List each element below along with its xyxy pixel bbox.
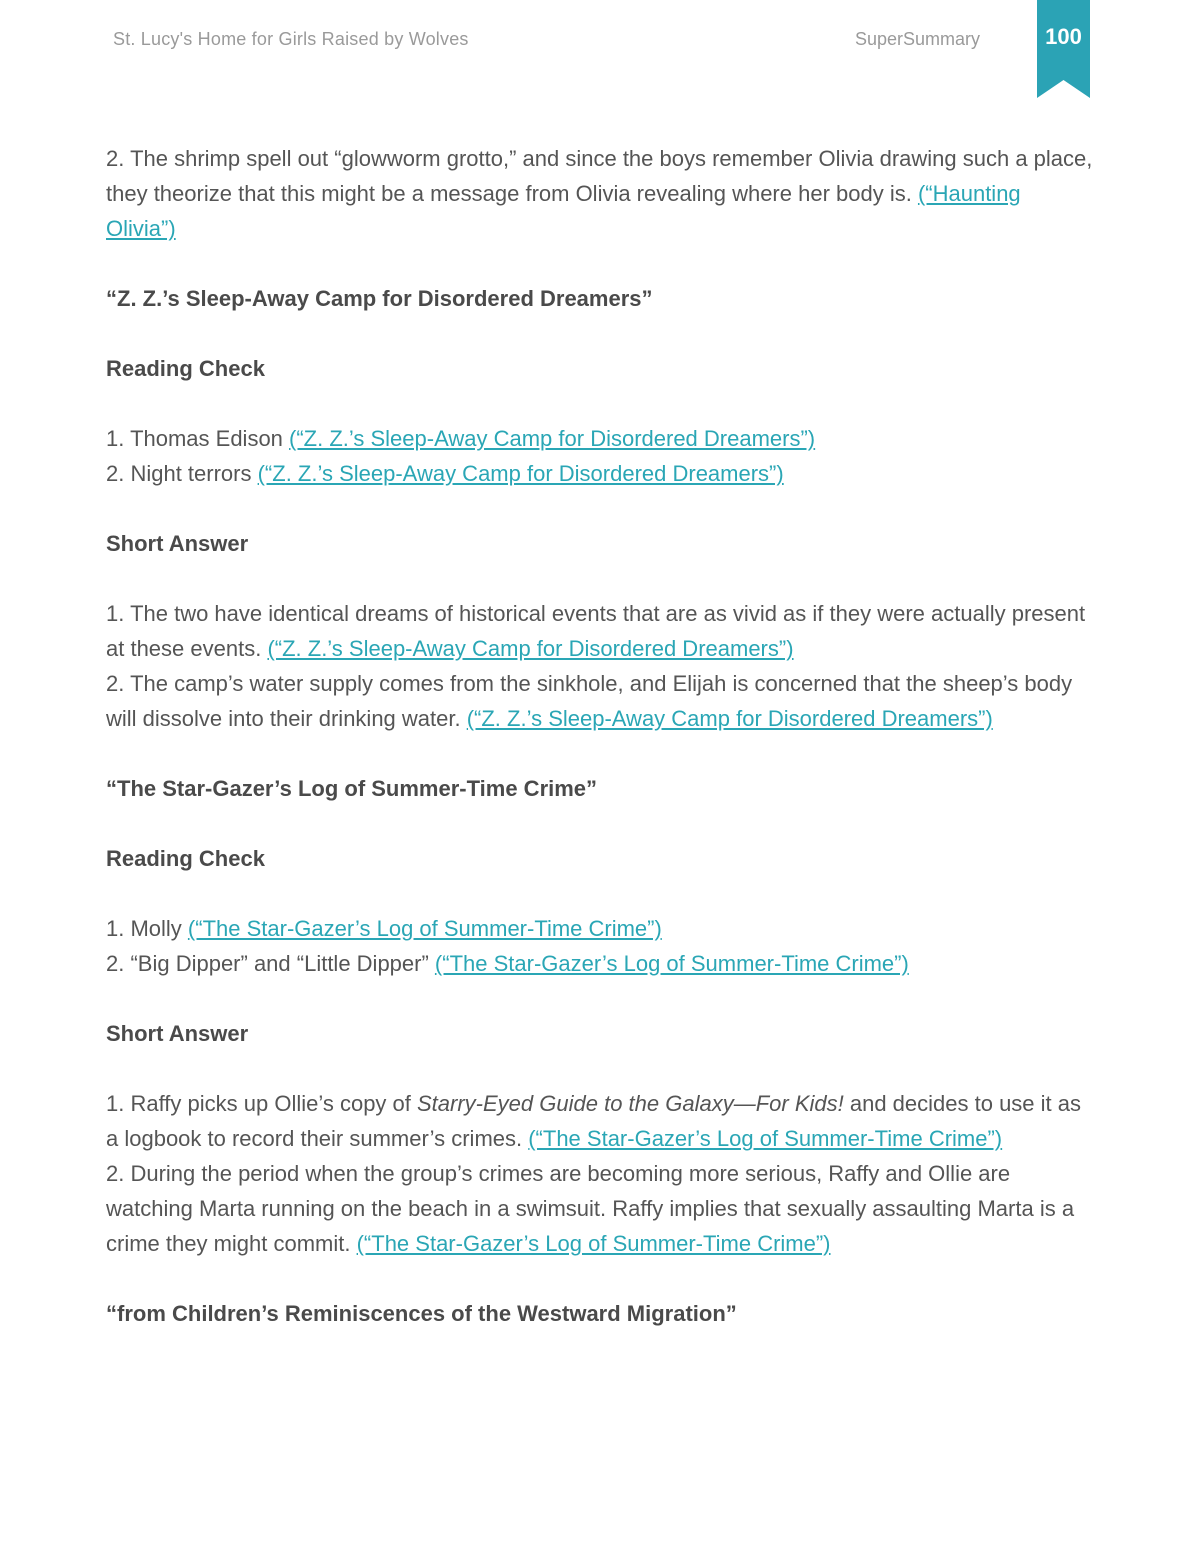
reading-check-heading: Reading Check — [106, 356, 265, 381]
answer-item: 1. The two have identical dreams of historical events that are as vivid as if they were actually present at these events. (“Z. Z.’s Sleep-Away Camp for Disordered Dreamers”) — [106, 601, 1086, 661]
short-answer-heading: Short Answer — [106, 531, 249, 556]
book-title: St. Lucy's Home for Girls Raised by Wolves — [113, 29, 469, 49]
chapter-link[interactable]: (“The Star-Gazer’s Log of Summer-Time Crime”) — [528, 1126, 1003, 1151]
page-header — [0, 0, 1200, 100]
answer-item: 2. Night terrors (“Z. Z.’s Sleep-Away Camp for Disordered Dreamers”) — [106, 461, 784, 486]
reading-check-heading: Reading Check — [106, 846, 265, 871]
chapter-link[interactable]: (“Z. Z.’s Sleep-Away Camp for Disordered Dreamers”) — [267, 636, 794, 661]
chapter-link[interactable]: (“The Star-Gazer’s Log of Summer-Time Crime”) — [356, 1231, 831, 1256]
answer-item: 1. Molly (“The Star-Gazer’s Log of Summer-Time Crime”) — [106, 916, 662, 941]
answer-item: 2. The shrimp spell out “glowworm grotto,” and since the boys remember Olivia drawing such a place, they theorize that this might be a message from Olivia revealing where her body is. (“Haunting Olivia”) — [106, 146, 1093, 241]
answer-item: 1. Raffy picks up Ollie’s copy of Starry-Eyed Guide to the Galaxy—For Kids! and decides to use it as a logbook to record their summer’s crimes. (“The Star-Gazer’s Log of Summer-Time Crime”) — [106, 1091, 1081, 1151]
section-title: “from Children’s Reminiscences of the Westward Migration” — [106, 1301, 737, 1326]
answer-item: 2. The camp’s water supply comes from the sinkhole, and Elijah is concerned that the sheep’s body will dissolve into their drinking water. (“Z. Z.’s Sleep-Away Camp for Disordered Dreamers”) — [106, 671, 1073, 731]
chapter-link[interactable]: (“Z. Z.’s Sleep-Away Camp for Disordered Dreamers”) — [466, 706, 993, 731]
chapter-link[interactable]: (“Haunting Olivia”) — [106, 181, 1021, 241]
chapter-link[interactable]: (“The Star-Gazer’s Log of Summer-Time Crime”) — [434, 951, 909, 976]
chapter-link[interactable]: (“Z. Z.’s Sleep-Away Camp for Disordered Dreamers”) — [289, 426, 816, 451]
section-title: “The Star-Gazer’s Log of Summer-Time Crime” — [106, 776, 598, 801]
short-answer-heading: Short Answer — [106, 1021, 249, 1046]
answer-item: 2. “Big Dipper” and “Little Dipper” (“The Star-Gazer’s Log of Summer-Time Crime”) — [106, 951, 909, 976]
answer-item: 2. During the period when the group’s crimes are becoming more serious, Raffy and Ollie are watching Marta running on the beach in a swimsuit. Raffy implies that sexually assaulting Marta is a crime they might commit. (“The Star-Gazer’s Log of Summer-Time Crime”) — [106, 1161, 1075, 1256]
book-title-italic: Starry-Eyed Guide to the Galaxy—For Kids! — [417, 1091, 844, 1116]
answer-item: 1. Thomas Edison (“Z. Z.’s Sleep-Away Camp for Disordered Dreamers”) — [106, 426, 816, 451]
chapter-link[interactable]: (“The Star-Gazer’s Log of Summer-Time Crime”) — [187, 916, 662, 941]
page-number-tab — [1037, 0, 1090, 98]
chapter-link[interactable]: (“Z. Z.’s Sleep-Away Camp for Disordered Dreamers”) — [257, 461, 784, 486]
page-number: 100 — [1045, 24, 1082, 49]
page-content — [106, 141, 1096, 1331]
section-title: “Z. Z.’s Sleep-Away Camp for Disordered Dreamers” — [106, 286, 653, 311]
brand-name: SuperSummary — [855, 29, 981, 49]
